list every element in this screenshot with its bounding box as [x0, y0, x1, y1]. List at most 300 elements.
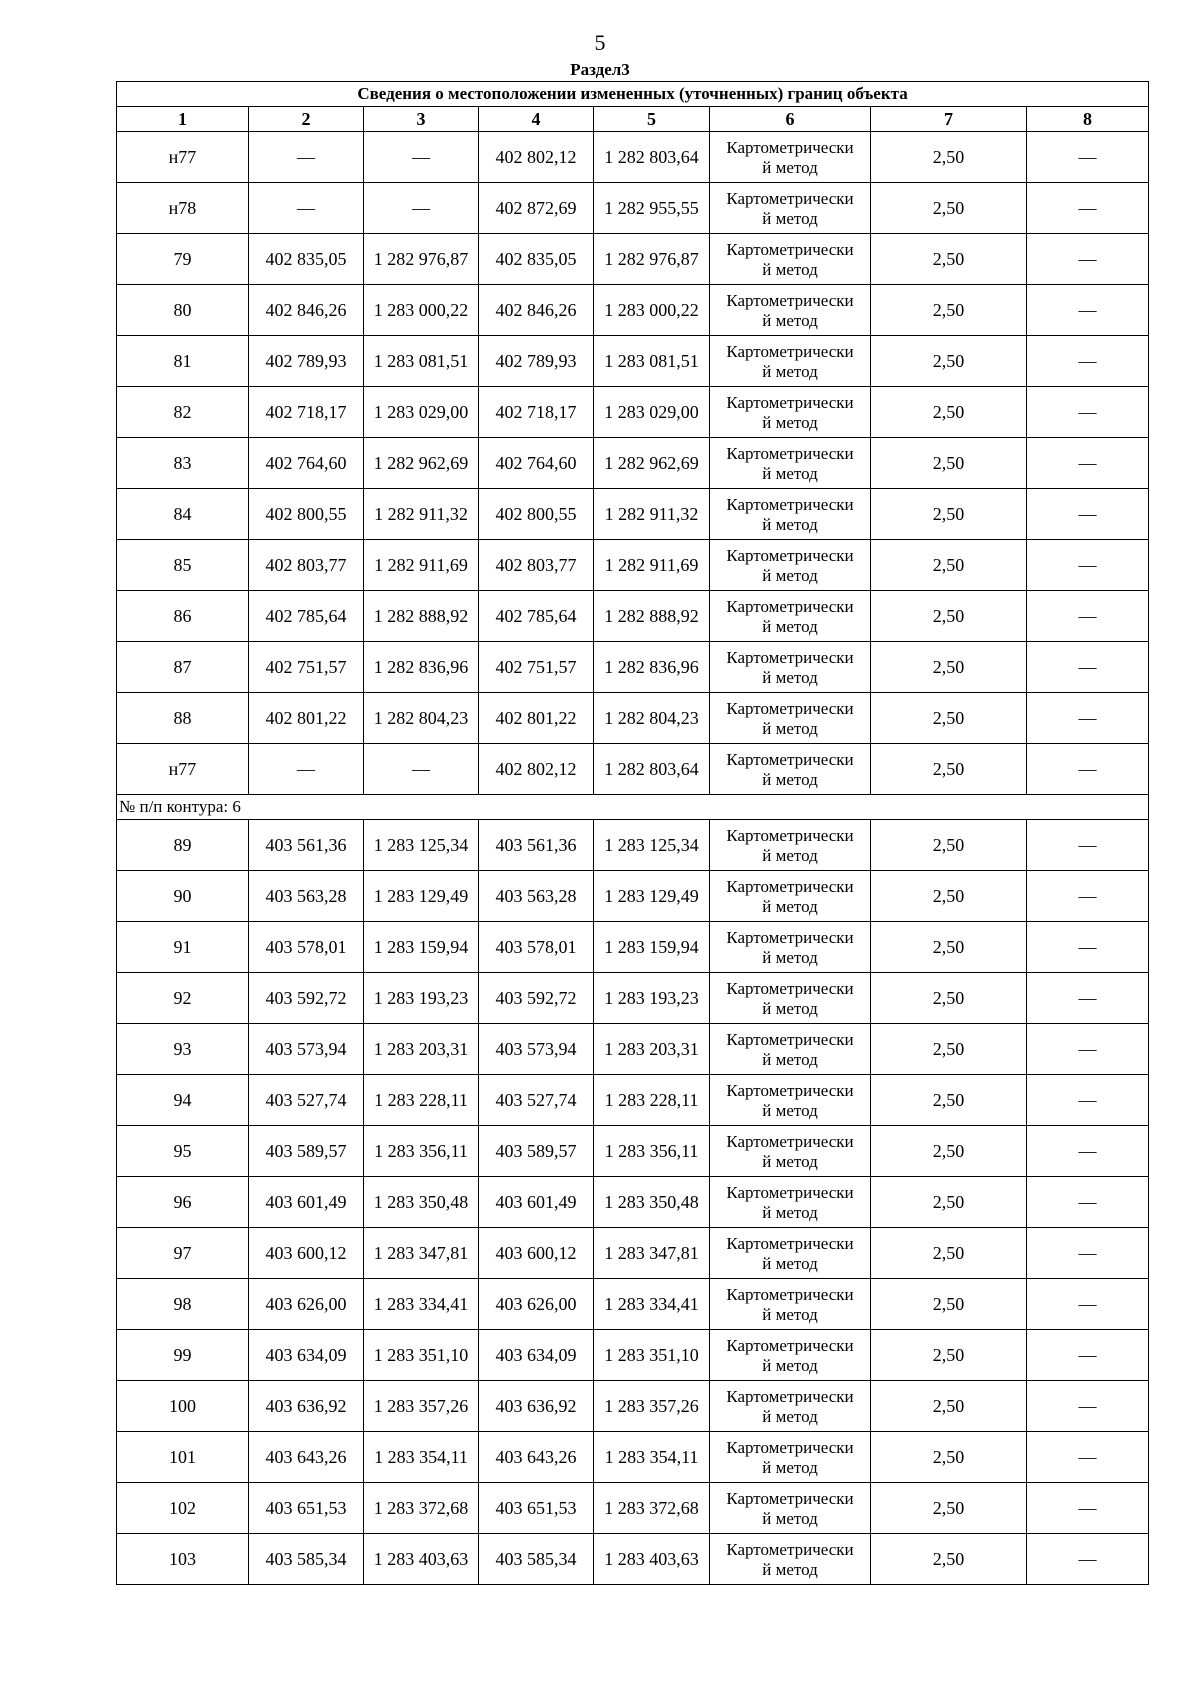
accuracy-cell: 2,50	[871, 922, 1027, 973]
method-cell	[710, 1330, 871, 1381]
point-number-cell: 87	[117, 642, 249, 693]
old-x-cell: 402 764,60	[249, 438, 364, 489]
description-cell: —	[1027, 540, 1149, 591]
description-cell: —	[1027, 336, 1149, 387]
table-row	[117, 1228, 1149, 1279]
description-cell: —	[1027, 1279, 1149, 1330]
method-text-line: й метод	[762, 1508, 818, 1528]
new-y-cell: 1 282 955,55	[594, 183, 710, 234]
table-row	[117, 234, 1149, 285]
old-y-cell: 1 283 193,23	[364, 973, 479, 1024]
point-number-cell: 81	[117, 336, 249, 387]
point-number-cell: 98	[117, 1279, 249, 1330]
accuracy-cell: 2,50	[871, 489, 1027, 540]
new-y-cell: 1 283 029,00	[594, 387, 710, 438]
old-y-cell: 1 283 081,51	[364, 336, 479, 387]
description-cell: —	[1027, 1534, 1149, 1585]
method-cell	[710, 234, 871, 285]
method-cell	[710, 871, 871, 922]
method-text-line: й метод	[762, 1100, 818, 1120]
method-text-line: Картометрически	[726, 1284, 854, 1304]
new-x-cell: 402 802,12	[479, 132, 594, 183]
point-number-cell: 94	[117, 1075, 249, 1126]
method-text-line: й метод	[762, 616, 818, 636]
old-x-cell: 402 800,55	[249, 489, 364, 540]
method-text-line: Картометрически	[726, 596, 854, 616]
column-header: 8	[1027, 107, 1149, 132]
description-cell: —	[1027, 973, 1149, 1024]
method-text-line: й метод	[762, 845, 818, 865]
method-text-line: й метод	[762, 947, 818, 967]
accuracy-cell: 2,50	[871, 744, 1027, 795]
new-y-cell: 1 282 803,64	[594, 132, 710, 183]
contour-row	[117, 795, 1149, 820]
new-y-cell: 1 283 351,10	[594, 1330, 710, 1381]
point-number-cell: 84	[117, 489, 249, 540]
new-x-cell: 403 601,49	[479, 1177, 594, 1228]
method-text-line: й метод	[762, 514, 818, 534]
method-cell	[710, 693, 871, 744]
old-y-cell: 1 283 356,11	[364, 1126, 479, 1177]
method-text-line: Картометрически	[726, 978, 854, 998]
new-x-cell: 403 585,34	[479, 1534, 594, 1585]
point-number-cell: 91	[117, 922, 249, 973]
method-cell	[710, 820, 871, 871]
new-y-cell: 1 283 159,94	[594, 922, 710, 973]
method-text-line: й метод	[762, 896, 818, 916]
accuracy-cell: 2,50	[871, 540, 1027, 591]
table-row	[117, 744, 1149, 795]
method-text-line: й метод	[762, 412, 818, 432]
old-y-cell: 1 282 888,92	[364, 591, 479, 642]
old-y-cell: 1 283 334,41	[364, 1279, 479, 1330]
method-text-line: й метод	[762, 310, 818, 330]
method-cell	[710, 642, 871, 693]
method-text-line: й метод	[762, 361, 818, 381]
method-cell	[710, 387, 871, 438]
new-x-cell: 402 789,93	[479, 336, 594, 387]
point-number-cell: 90	[117, 871, 249, 922]
method-text-line: Картометрически	[726, 1029, 854, 1049]
table-row	[117, 1024, 1149, 1075]
old-x-cell: 403 600,12	[249, 1228, 364, 1279]
description-cell: —	[1027, 438, 1149, 489]
table-row	[117, 871, 1149, 922]
new-x-cell: 402 718,17	[479, 387, 594, 438]
new-y-cell: 1 283 354,11	[594, 1432, 710, 1483]
point-number-cell: 85	[117, 540, 249, 591]
method-text-line: Картометрически	[726, 137, 854, 157]
accuracy-cell: 2,50	[871, 1330, 1027, 1381]
method-text-line: Картометрически	[726, 1539, 854, 1559]
method-text-line: Картометрически	[726, 647, 854, 667]
method-cell	[710, 1432, 871, 1483]
new-y-cell: 1 282 803,64	[594, 744, 710, 795]
new-x-cell: 403 636,92	[479, 1381, 594, 1432]
new-y-cell: 1 283 357,26	[594, 1381, 710, 1432]
new-x-cell: 402 803,77	[479, 540, 594, 591]
point-number-cell: н78	[117, 183, 249, 234]
description-cell: —	[1027, 489, 1149, 540]
method-cell	[710, 1075, 871, 1126]
method-text-line: Картометрически	[726, 443, 854, 463]
description-cell: —	[1027, 183, 1149, 234]
method-cell	[710, 591, 871, 642]
accuracy-cell: 2,50	[871, 693, 1027, 744]
description-cell: —	[1027, 1024, 1149, 1075]
new-y-cell: 1 282 836,96	[594, 642, 710, 693]
method-text-line: й метод	[762, 1355, 818, 1375]
method-cell	[710, 489, 871, 540]
table-row	[117, 489, 1149, 540]
method-text-line: Картометрически	[726, 825, 854, 845]
point-number-cell: 99	[117, 1330, 249, 1381]
boundary-coordinates-table	[116, 81, 1149, 1585]
new-x-cell: 402 785,64	[479, 591, 594, 642]
new-x-cell: 403 561,36	[479, 820, 594, 871]
accuracy-cell: 2,50	[871, 642, 1027, 693]
new-x-cell: 402 846,26	[479, 285, 594, 336]
new-x-cell: 402 751,57	[479, 642, 594, 693]
accuracy-cell: 2,50	[871, 234, 1027, 285]
method-text-line: Картометрически	[726, 1131, 854, 1151]
accuracy-cell: 2,50	[871, 183, 1027, 234]
table-row	[117, 693, 1149, 744]
method-cell	[710, 1228, 871, 1279]
old-y-cell: 1 282 836,96	[364, 642, 479, 693]
description-cell: —	[1027, 820, 1149, 871]
table-row	[117, 1534, 1149, 1585]
point-number-cell: 82	[117, 387, 249, 438]
new-x-cell: 403 563,28	[479, 871, 594, 922]
new-y-cell: 1 282 976,87	[594, 234, 710, 285]
accuracy-cell: 2,50	[871, 1381, 1027, 1432]
accuracy-cell: 2,50	[871, 591, 1027, 642]
new-y-cell: 1 283 081,51	[594, 336, 710, 387]
description-cell: —	[1027, 1126, 1149, 1177]
method-text-line: Картометрически	[726, 188, 854, 208]
method-text-line: й метод	[762, 998, 818, 1018]
new-x-cell: 402 800,55	[479, 489, 594, 540]
old-y-cell: 1 283 347,81	[364, 1228, 479, 1279]
point-number-cell: н77	[117, 744, 249, 795]
method-cell	[710, 1126, 871, 1177]
method-text-line: й метод	[762, 1151, 818, 1171]
description-cell: —	[1027, 132, 1149, 183]
old-x-cell: 403 585,34	[249, 1534, 364, 1585]
method-text-line: й метод	[762, 1253, 818, 1273]
old-x-cell: 403 634,09	[249, 1330, 364, 1381]
method-text-line: Картометрически	[726, 1335, 854, 1355]
description-cell: —	[1027, 922, 1149, 973]
new-y-cell: 1 283 203,31	[594, 1024, 710, 1075]
point-number-cell: 93	[117, 1024, 249, 1075]
old-x-cell: 403 626,00	[249, 1279, 364, 1330]
point-number-cell: 96	[117, 1177, 249, 1228]
point-number-cell: 101	[117, 1432, 249, 1483]
old-y-cell: 1 283 029,00	[364, 387, 479, 438]
point-number-cell: н77	[117, 132, 249, 183]
new-y-cell: 1 283 228,11	[594, 1075, 710, 1126]
old-y-cell: 1 283 403,63	[364, 1534, 479, 1585]
method-text-line: Картометрически	[726, 927, 854, 947]
old-x-cell: 403 589,57	[249, 1126, 364, 1177]
method-text-line: й метод	[762, 667, 818, 687]
accuracy-cell: 2,50	[871, 1432, 1027, 1483]
old-y-cell: 1 283 357,26	[364, 1381, 479, 1432]
accuracy-cell: 2,50	[871, 132, 1027, 183]
table-row	[117, 1075, 1149, 1126]
point-number-cell: 86	[117, 591, 249, 642]
method-cell	[710, 1279, 871, 1330]
method-text-line: Картометрически	[726, 698, 854, 718]
old-x-cell: 402 789,93	[249, 336, 364, 387]
method-text-line: Картометрически	[726, 1233, 854, 1253]
new-x-cell: 403 634,09	[479, 1330, 594, 1381]
new-y-cell: 1 283 356,11	[594, 1126, 710, 1177]
new-y-cell: 1 283 129,49	[594, 871, 710, 922]
method-text-line: й метод	[762, 1304, 818, 1324]
table-row	[117, 438, 1149, 489]
old-x-cell: 402 785,64	[249, 591, 364, 642]
table-row	[117, 922, 1149, 973]
table-row	[117, 132, 1149, 183]
description-cell: —	[1027, 871, 1149, 922]
column-header: 7	[871, 107, 1027, 132]
description-cell: —	[1027, 1177, 1149, 1228]
method-text-line: й метод	[762, 565, 818, 585]
column-header: 2	[249, 107, 364, 132]
old-y-cell: 1 283 372,68	[364, 1483, 479, 1534]
description-cell: —	[1027, 693, 1149, 744]
old-y-cell: 1 283 000,22	[364, 285, 479, 336]
accuracy-cell: 2,50	[871, 973, 1027, 1024]
old-y-cell: 1 282 911,69	[364, 540, 479, 591]
point-number-cell: 97	[117, 1228, 249, 1279]
table-row	[117, 820, 1149, 871]
column-header: 6	[710, 107, 871, 132]
description-cell: —	[1027, 234, 1149, 285]
point-number-cell: 100	[117, 1381, 249, 1432]
new-x-cell: 402 835,05	[479, 234, 594, 285]
description-cell: —	[1027, 591, 1149, 642]
accuracy-cell: 2,50	[871, 1177, 1027, 1228]
old-x-cell: 403 592,72	[249, 973, 364, 1024]
accuracy-cell: 2,50	[871, 1126, 1027, 1177]
new-x-cell: 403 643,26	[479, 1432, 594, 1483]
method-text-line: Картометрически	[726, 290, 854, 310]
new-y-cell: 1 283 334,41	[594, 1279, 710, 1330]
column-header: 1	[117, 107, 249, 132]
new-x-cell: 403 626,00	[479, 1279, 594, 1330]
old-x-cell: 402 718,17	[249, 387, 364, 438]
method-text-line: й метод	[762, 1049, 818, 1069]
new-y-cell: 1 282 911,32	[594, 489, 710, 540]
table-row	[117, 642, 1149, 693]
accuracy-cell: 2,50	[871, 1075, 1027, 1126]
old-y-cell: —	[364, 183, 479, 234]
page-number: 5	[594, 30, 606, 55]
method-cell	[710, 1177, 871, 1228]
old-y-cell: 1 283 351,10	[364, 1330, 479, 1381]
method-text-line: Картометрически	[726, 545, 854, 565]
accuracy-cell: 2,50	[871, 438, 1027, 489]
old-x-cell: 403 578,01	[249, 922, 364, 973]
method-text-line: й метод	[762, 259, 818, 279]
description-cell: —	[1027, 1075, 1149, 1126]
method-text-line: й метод	[762, 1202, 818, 1222]
table-row	[117, 1483, 1149, 1534]
table-row	[117, 1381, 1149, 1432]
new-y-cell: 1 282 804,23	[594, 693, 710, 744]
new-y-cell: 1 283 347,81	[594, 1228, 710, 1279]
method-text-line: Картометрически	[726, 392, 854, 412]
old-x-cell: 403 636,92	[249, 1381, 364, 1432]
method-cell	[710, 1483, 871, 1534]
new-x-cell: 402 764,60	[479, 438, 594, 489]
method-text-line: й метод	[762, 1559, 818, 1579]
column-header: 4	[479, 107, 594, 132]
description-cell: —	[1027, 1483, 1149, 1534]
method-text-line: Картометрически	[726, 1080, 854, 1100]
table-row	[117, 973, 1149, 1024]
table-row	[117, 1177, 1149, 1228]
method-text-line: й метод	[762, 157, 818, 177]
column-header-row	[117, 107, 1149, 132]
point-number-cell: 89	[117, 820, 249, 871]
method-cell	[710, 1381, 871, 1432]
old-y-cell: —	[364, 132, 479, 183]
table-caption-row	[117, 82, 1149, 107]
point-number-cell: 79	[117, 234, 249, 285]
new-y-cell: 1 283 350,48	[594, 1177, 710, 1228]
description-cell: —	[1027, 285, 1149, 336]
table-row	[117, 285, 1149, 336]
old-y-cell: 1 283 159,94	[364, 922, 479, 973]
method-cell	[710, 183, 871, 234]
new-y-cell: 1 283 372,68	[594, 1483, 710, 1534]
accuracy-cell: 2,50	[871, 1279, 1027, 1330]
method-cell	[710, 1024, 871, 1075]
accuracy-cell: 2,50	[871, 1024, 1027, 1075]
new-x-cell: 403 600,12	[479, 1228, 594, 1279]
old-y-cell: 1 282 804,23	[364, 693, 479, 744]
old-x-cell: 402 803,77	[249, 540, 364, 591]
method-text-line: Картометрически	[726, 341, 854, 361]
old-y-cell: 1 282 976,87	[364, 234, 479, 285]
method-text-line: Картометрически	[726, 494, 854, 514]
new-x-cell: 403 589,57	[479, 1126, 594, 1177]
old-x-cell: 402 801,22	[249, 693, 364, 744]
old-x-cell: 403 561,36	[249, 820, 364, 871]
point-number-cell: 88	[117, 693, 249, 744]
old-x-cell: 402 846,26	[249, 285, 364, 336]
new-y-cell: 1 283 193,23	[594, 973, 710, 1024]
method-text-line: й метод	[762, 1457, 818, 1477]
table-row	[117, 387, 1149, 438]
method-text-line: Картометрически	[726, 1437, 854, 1457]
new-x-cell: 403 578,01	[479, 922, 594, 973]
old-x-cell: 402 835,05	[249, 234, 364, 285]
accuracy-cell: 2,50	[871, 336, 1027, 387]
table-row	[117, 1432, 1149, 1483]
method-cell	[710, 1534, 871, 1585]
point-number-cell: 103	[117, 1534, 249, 1585]
accuracy-cell: 2,50	[871, 820, 1027, 871]
new-x-cell: 402 802,12	[479, 744, 594, 795]
table-row	[117, 183, 1149, 234]
method-cell	[710, 540, 871, 591]
description-cell: —	[1027, 642, 1149, 693]
old-x-cell: 403 573,94	[249, 1024, 364, 1075]
method-text-line: Картометрически	[726, 1182, 854, 1202]
table-caption: Сведения о местоположении измененных (уточненных) границ объекта	[117, 82, 1149, 107]
method-text-line: Картометрически	[726, 876, 854, 896]
description-cell: —	[1027, 1432, 1149, 1483]
accuracy-cell: 2,50	[871, 387, 1027, 438]
old-x-cell: 403 643,26	[249, 1432, 364, 1483]
point-number-cell: 92	[117, 973, 249, 1024]
table-row	[117, 1126, 1149, 1177]
description-cell: —	[1027, 1228, 1149, 1279]
new-y-cell: 1 282 911,69	[594, 540, 710, 591]
description-cell: —	[1027, 1330, 1149, 1381]
accuracy-cell: 2,50	[871, 1228, 1027, 1279]
section-title: Раздел3	[570, 60, 630, 79]
old-x-cell: 403 651,53	[249, 1483, 364, 1534]
old-x-cell: 402 751,57	[249, 642, 364, 693]
new-x-cell: 402 801,22	[479, 693, 594, 744]
contour-label: № п/п контура: 6	[117, 795, 1149, 820]
description-cell: —	[1027, 744, 1149, 795]
description-cell: —	[1027, 387, 1149, 438]
table-row	[117, 1279, 1149, 1330]
old-y-cell: 1 282 962,69	[364, 438, 479, 489]
column-header: 3	[364, 107, 479, 132]
method-text-line: й метод	[762, 208, 818, 228]
old-y-cell: 1 283 228,11	[364, 1075, 479, 1126]
old-y-cell: —	[364, 744, 479, 795]
new-y-cell: 1 282 888,92	[594, 591, 710, 642]
point-number-cell: 95	[117, 1126, 249, 1177]
point-number-cell: 80	[117, 285, 249, 336]
accuracy-cell: 2,50	[871, 1534, 1027, 1585]
point-number-cell: 102	[117, 1483, 249, 1534]
new-y-cell: 1 283 000,22	[594, 285, 710, 336]
accuracy-cell: 2,50	[871, 871, 1027, 922]
accuracy-cell: 2,50	[871, 1483, 1027, 1534]
table-row	[117, 1330, 1149, 1381]
method-text-line: й метод	[762, 1406, 818, 1426]
new-x-cell: 403 592,72	[479, 973, 594, 1024]
method-cell	[710, 438, 871, 489]
column-header: 5	[594, 107, 710, 132]
method-cell	[710, 744, 871, 795]
old-y-cell: 1 282 911,32	[364, 489, 479, 540]
old-y-cell: 1 283 203,31	[364, 1024, 479, 1075]
old-x-cell: —	[249, 744, 364, 795]
method-cell	[710, 973, 871, 1024]
old-x-cell: —	[249, 183, 364, 234]
method-cell	[710, 336, 871, 387]
method-text-line: Картометрически	[726, 749, 854, 769]
old-y-cell: 1 283 350,48	[364, 1177, 479, 1228]
table-row	[117, 336, 1149, 387]
description-cell: —	[1027, 1381, 1149, 1432]
method-text-line: Картометрически	[726, 239, 854, 259]
old-x-cell: —	[249, 132, 364, 183]
accuracy-cell: 2,50	[871, 285, 1027, 336]
